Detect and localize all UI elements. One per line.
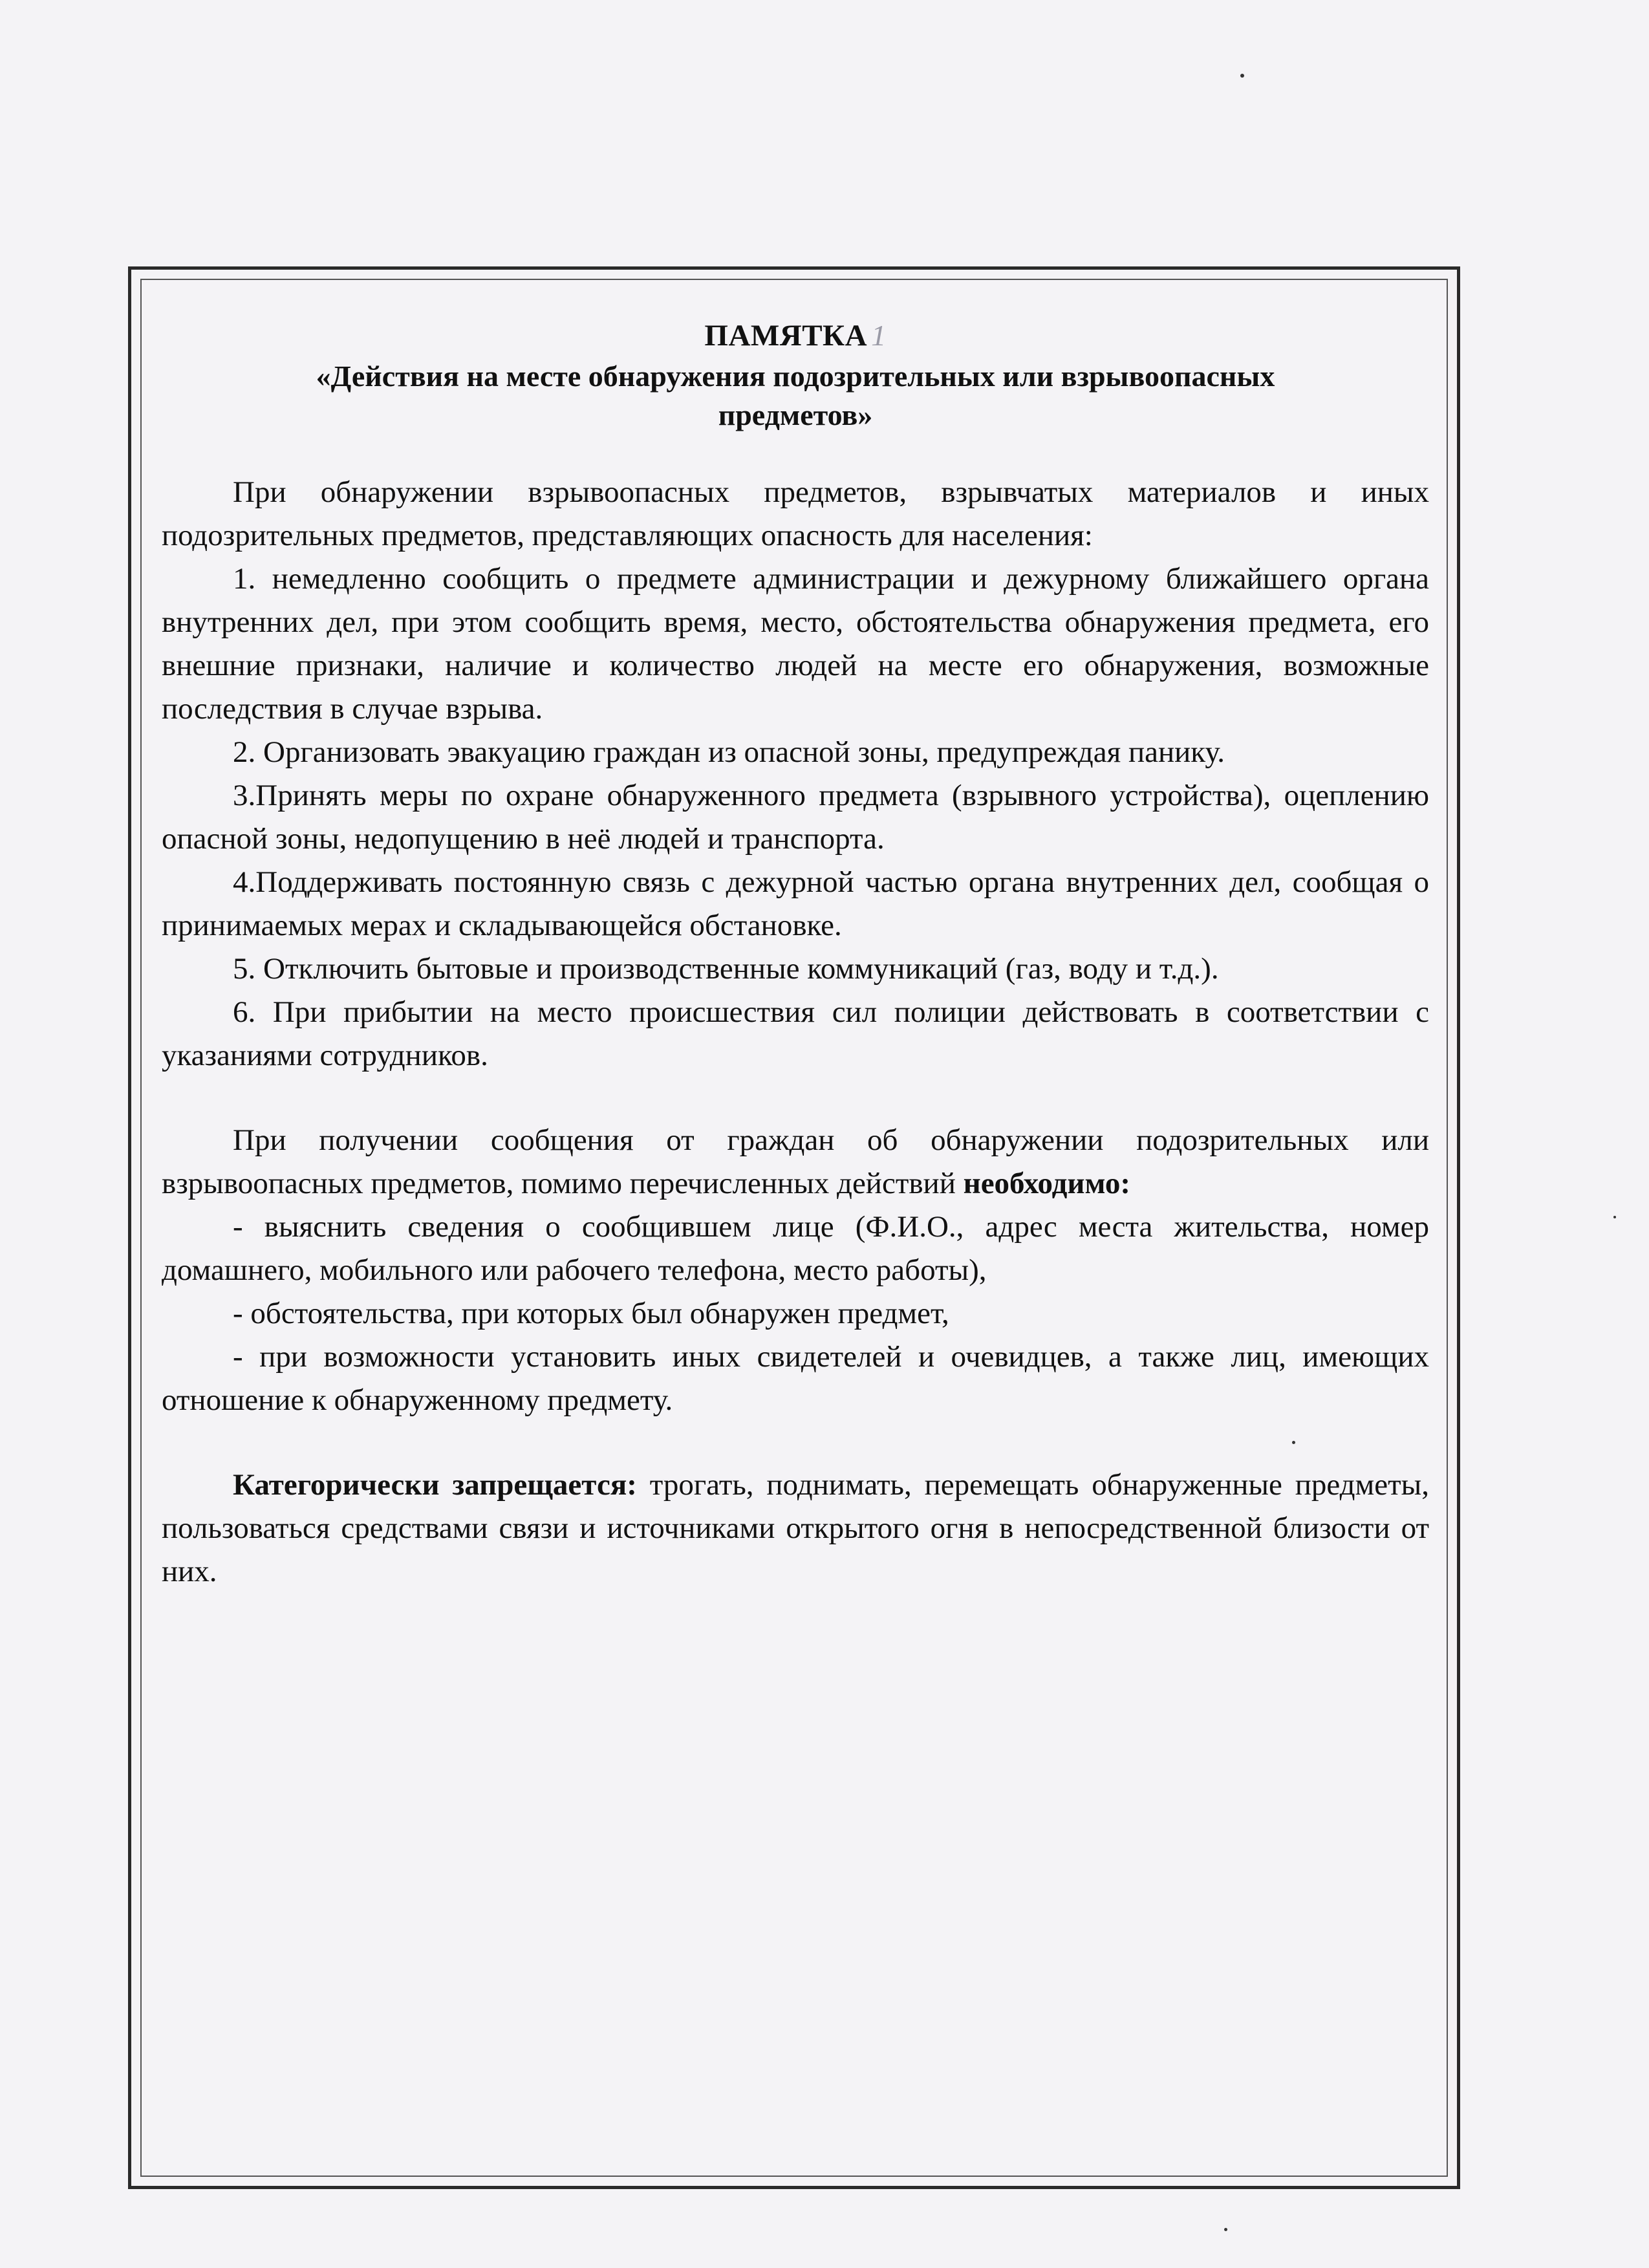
memo-title-text: ПАМЯТКА: [704, 319, 868, 352]
scan-speck: [1224, 2228, 1227, 2231]
spacer: [162, 1077, 1429, 1119]
prohibited-text: трогать, поднимать, перемещать обнаруженные предметы, пользоваться средствами связи и источниками открытого огня в непосредственной близости от них.: [162, 1468, 1430, 1588]
list-item: 5. Отключить бытовые и производственные коммуникаций (газ, воду и т.д.).: [233, 952, 1219, 986]
report-intro-bold: необходимо:: [963, 1167, 1131, 1200]
memo-title: [162, 317, 1429, 354]
report-list-item: - обстоятельства, при которых был обнаружен предмет,: [233, 1297, 949, 1330]
scan-speck: [1292, 1441, 1295, 1444]
intro-paragraph: При обнаружении взрывоопасных предметов, взрывчатых материалов и иных подозрительных предметов, представляющих опасность для населения:: [162, 475, 1429, 552]
report-list-item: - выяснить сведения о сообщившем лице (Ф.И.О., адрес места жительства, номер домашнего, мобильного или рабочего телефона, место работы),: [162, 1210, 1429, 1287]
prohibited-label: Категорически запрещается:: [233, 1468, 637, 1502]
list-item: 3.Принять меры по охране обнаруженного предмета (взрывного устройства), оцеплению опасной зоны, недопущению в неё людей и транспорта.: [162, 779, 1429, 856]
scan-speck: [1613, 1216, 1616, 1218]
prohibited-paragraph: [162, 1463, 1429, 1593]
list-item: 6. При прибытии на место происшествия сил полиции действовать в соответствии с указаниями сотрудников.: [162, 995, 1429, 1072]
list-item: 2. Организовать эвакуацию граждан из опасной зоны, предупреждая панику.: [233, 735, 1225, 769]
memo-content: [162, 317, 1429, 1593]
report-intro-text: При получении сообщения от граждан об обнаружении подозрительных или взрывоопасных предметов, помимо перечисленных действий: [162, 1123, 1429, 1200]
list-item: 1. немедленно сообщить о предмете администрации и дежурному ближайшего органа внутренних дел, при этом сообщить время, место, обстоятельства обнаружения предмета, его внешние признаки, наличие и количество людей на месте его обнаружения, возможные последствия в случае взрыва.: [162, 562, 1429, 726]
spacer: [162, 1422, 1429, 1463]
report-intro-paragraph: [162, 1119, 1429, 1205]
list-item: 4.Поддерживать постоянную связь с дежурной частью органа внутренних дел, сообщая о принимаемых мерах и складывающейся обстановке.: [162, 865, 1429, 942]
scan-speck: [1240, 74, 1244, 78]
memo-subtitle: «Действия на месте обнаружения подозрительных или взрывоопасных предметов»: [316, 360, 1275, 431]
handwritten-number: 1: [871, 319, 887, 352]
report-list-item: - при возможности установить иных свидетелей и очевидцев, а также лиц, имеющих отношение к обнаруженному предмету.: [162, 1340, 1429, 1417]
